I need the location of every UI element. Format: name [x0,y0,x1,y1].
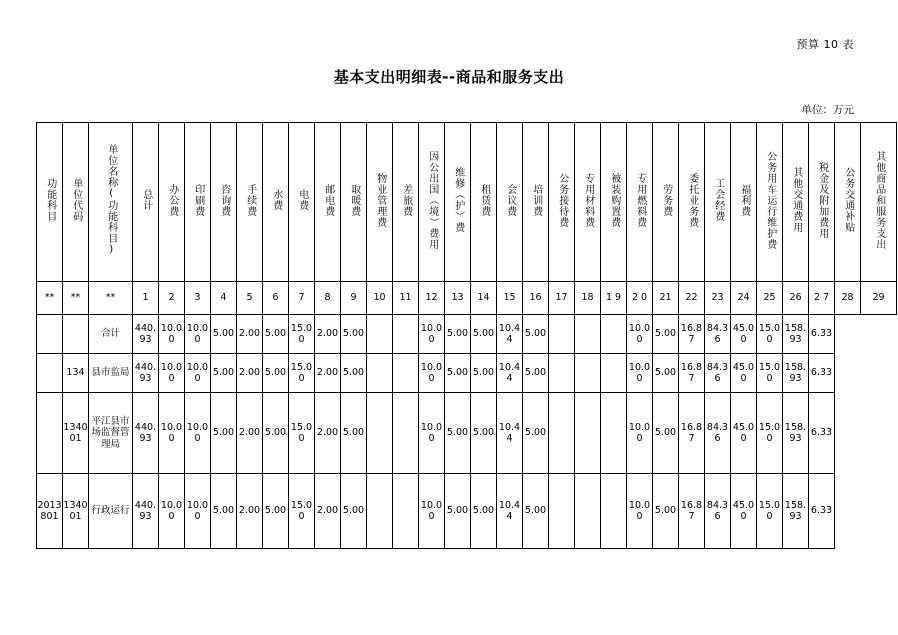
header-cell [783,123,809,282]
header-cell [341,123,367,282]
cell-value: 10.44 [497,354,523,393]
cell-value: 15.00 [289,315,315,354]
table-row [37,354,897,393]
cell-value: 440.93 [133,393,159,474]
header-label: 因公出国（境）费用 [426,150,438,250]
cell-value: 158.93 [783,315,809,354]
cell-value: 10.00 [159,393,185,474]
column-number: 2 0 [627,282,653,315]
column-number: 4 [211,282,237,315]
header-cell [575,123,601,282]
cell-unit-code [63,315,89,354]
cell-value: 10.00 [627,393,653,474]
expenditure-table-container [36,122,885,549]
cell-value [601,393,627,474]
header-label: 单位代码 [70,178,82,223]
cell-value: 5.00 [653,354,679,393]
cell-value: 15.00 [757,474,783,549]
cell-functional-code [37,393,63,474]
cell-value: 5.00 [471,393,497,474]
cell-value: 6.33 [809,393,835,474]
header-label: 劳务费 [660,183,672,217]
header-cell [809,123,835,282]
column-number: 2 7 [809,282,835,315]
cell-value: 5.00 [211,315,237,354]
header-label: 总计 [140,189,152,212]
cell-value [393,474,419,549]
cell-value: 45.00 [731,315,757,354]
cell-value: 16.87 [679,354,705,393]
cell-unit-name: 合计 [89,315,133,354]
cell-value: 2.00 [315,315,341,354]
header-cell [133,123,159,282]
column-number: ** [37,282,63,315]
cell-functional-code: 2013801 [37,474,63,549]
cell-value: 45.00 [731,354,757,393]
column-number: 25 [757,282,783,315]
cell-unit-code: 134001 [63,474,89,549]
cell-value: 84.36 [705,354,731,393]
page-title: 基本支出明细表--商品和服务支出 [333,68,565,86]
header-label: 税金及附加费用 [816,161,828,239]
cell-functional-code [37,315,63,354]
column-number: 14 [471,282,497,315]
cell-value: 440.93 [133,474,159,549]
cell-value: 15.00 [289,474,315,549]
header-label: 专用燃料费 [634,172,646,228]
cell-unit-name: 县市监局 [89,354,133,393]
header-cell [89,123,133,282]
cell-value [575,474,601,549]
header-label: 电费 [296,189,308,212]
header-label: 其他交通费用 [790,167,802,234]
cell-functional-code [37,354,63,393]
cell-value: 84.36 [705,474,731,549]
cell-value: 10.00 [185,354,211,393]
cell-value: 5.00 [211,354,237,393]
cell-value: 5.00 [523,315,549,354]
header-label: 咨询费 [218,183,230,217]
header-label: 水费 [270,189,282,212]
header-cell [159,123,185,282]
cell-value [367,354,393,393]
cell-unit-code: 134001 [63,393,89,474]
header-label: 维修（护）费 [452,167,464,234]
column-number: 24 [731,282,757,315]
header-label: 租赁费 [478,183,490,217]
cell-value [575,315,601,354]
column-number: 1 9 [601,282,627,315]
cell-value: 5.00 [445,315,471,354]
column-number: 3 [185,282,211,315]
cell-value [601,354,627,393]
cell-value: 10.00 [185,393,211,474]
column-number: 2 [159,282,185,315]
column-number: 22 [679,282,705,315]
column-number: 10 [367,282,393,315]
cell-value: 15.00 [757,315,783,354]
cell-value: 5.00 [341,474,367,549]
cell-value [549,354,575,393]
table-row [37,474,897,549]
header-cell [289,123,315,282]
cell-value: 6.33 [809,315,835,354]
cell-value: 2.00 [237,393,263,474]
table-header-row [37,123,897,282]
header-cell [731,123,757,282]
header-cell [601,123,627,282]
cell-value: 5.00 [211,393,237,474]
column-number: 13 [445,282,471,315]
cell-value: 15.00 [289,354,315,393]
column-number: ** [63,282,89,315]
header-label: 物业管理费 [374,172,386,228]
cell-value: 5.00 [211,474,237,549]
header-cell [419,123,445,282]
header-label: 委托业务费 [686,172,698,228]
header-label: 公务用车运行维护费 [764,150,776,250]
column-number: 26 [783,282,809,315]
cell-value: 10.00 [159,474,185,549]
cell-value: 84.36 [705,315,731,354]
cell-value: 5.00 [523,393,549,474]
header-label: 单位名称(功能科目) [105,144,117,257]
cell-value [367,474,393,549]
cell-value: 16.87 [679,393,705,474]
cell-value [393,354,419,393]
cell-value: 2.00 [237,474,263,549]
cell-value: 2.00 [315,474,341,549]
column-number: 23 [705,282,731,315]
header-label: 公务交通补贴 [842,167,854,234]
cell-value: 5.00 [341,354,367,393]
header-cell [471,123,497,282]
column-number: 17 [549,282,575,315]
cell-value: 10.44 [497,474,523,549]
header-label: 取暖费 [348,183,360,217]
cell-value [367,315,393,354]
header-label: 邮电费 [322,183,334,217]
cell-value [575,393,601,474]
cell-value [601,474,627,549]
cell-value: 10.00 [627,315,653,354]
column-number: 12 [419,282,445,315]
header-label: 其他商品和服务支出 [873,150,885,250]
cell-value: 2.00 [237,315,263,354]
header-label: 办公费 [166,183,178,217]
column-number: 6 [263,282,289,315]
header-cell [757,123,783,282]
cell-value: 5.00 [523,474,549,549]
header-label: 工会经费 [712,178,724,223]
cell-value: 5.00 [445,354,471,393]
table-column-number-row [37,282,897,315]
cell-value: 5.00 [341,393,367,474]
cell-value: 15.00 [757,393,783,474]
cell-value [601,315,627,354]
header-label: 福利费 [738,183,750,217]
cell-value: 440.93 [133,315,159,354]
column-number: 9 [341,282,367,315]
cell-value: 10.00 [185,474,211,549]
header-cell [835,123,861,282]
cell-value: 5.00 [445,393,471,474]
cell-value: 10.00 [185,315,211,354]
column-number: 18 [575,282,601,315]
cell-value: 5.00 [263,315,289,354]
cell-value: 10.00 [419,393,445,474]
header-cell [861,123,897,282]
header-cell [237,123,263,282]
cell-value: 158.93 [783,354,809,393]
cell-value: 158.93 [783,393,809,474]
cell-value: 10.00 [159,354,185,393]
cell-value [367,393,393,474]
cell-value: 16.87 [679,315,705,354]
cell-value: 5.00 [263,393,289,474]
cell-value [549,315,575,354]
cell-value: 10.44 [497,393,523,474]
header-label: 差旅费 [400,183,412,217]
header-cell [63,123,89,282]
table-row [37,315,897,354]
header-label: 专用材料费 [582,172,594,228]
cell-value: 16.87 [679,474,705,549]
column-number: 21 [653,282,679,315]
header-label: 培训费 [530,183,542,217]
column-number: 16 [523,282,549,315]
header-cell [627,123,653,282]
cell-value: 440.93 [133,354,159,393]
column-number: 8 [315,282,341,315]
cell-value: 5.00 [471,354,497,393]
cell-value: 10.00 [627,354,653,393]
header-cell [367,123,393,282]
cell-value: 10.44 [497,315,523,354]
cell-value [549,474,575,549]
expenditure-table [36,122,897,549]
cell-value: 5.00 [523,354,549,393]
cell-value: 5.00 [471,315,497,354]
column-number: 5 [237,282,263,315]
cell-value: 15.00 [757,354,783,393]
cell-value: 10.00 [419,474,445,549]
cell-value: 5.00 [653,315,679,354]
header-cell [315,123,341,282]
cell-value [549,393,575,474]
header-cell [497,123,523,282]
cell-value: 5.00 [653,393,679,474]
cell-value: 10.00 [627,474,653,549]
cell-value: 158.93 [783,474,809,549]
column-number: 29 [861,282,897,315]
cell-value: 10.00 [419,354,445,393]
cell-value: 45.00 [731,474,757,549]
cell-value: 5.00 [341,315,367,354]
cell-value: 5.00 [263,474,289,549]
header-cell [705,123,731,282]
header-cell [185,123,211,282]
header-cell [549,123,575,282]
cell-unit-name: 行政运行 [89,474,133,549]
cell-value: 5.00 [471,474,497,549]
cell-value: 5.00 [445,474,471,549]
header-label: 被装购置费 [608,172,620,228]
header-label: 手续费 [244,183,256,217]
budget-form-tag: 预算 10 表 [796,38,854,51]
column-number: ** [89,282,133,315]
header-cell [211,123,237,282]
column-number: 15 [497,282,523,315]
cell-value: 45.00 [731,393,757,474]
cell-unit-name: 平江县市场监督管理局 [89,393,133,474]
cell-value: 84.36 [705,393,731,474]
cell-value: 5.00 [263,354,289,393]
header-cell [37,123,63,282]
header-label: 印刷费 [192,183,204,217]
column-number: 28 [835,282,861,315]
cell-value: 2.00 [315,354,341,393]
cell-value [393,315,419,354]
column-number: 7 [289,282,315,315]
cell-value [575,354,601,393]
header-label: 功能科目 [44,178,56,223]
column-number: 1 [133,282,159,315]
cell-value: 10.00 [419,315,445,354]
unit-note: 单位：万元 [801,104,854,116]
column-number: 11 [393,282,419,315]
cell-value: 15.00 [289,393,315,474]
cell-value: 6.33 [809,354,835,393]
cell-unit-code: 134 [63,354,89,393]
cell-value [393,393,419,474]
cell-value: 5.00 [653,474,679,549]
header-cell [393,123,419,282]
table-row [37,393,897,474]
header-label: 公务接待费 [556,172,568,228]
header-cell [523,123,549,282]
header-cell [679,123,705,282]
header-label: 会议费 [504,183,516,217]
cell-value: 2.00 [237,354,263,393]
cell-value: 2.00 [315,393,341,474]
header-cell [263,123,289,282]
cell-value: 10.00 [159,315,185,354]
cell-value: 6.33 [809,474,835,549]
header-cell [653,123,679,282]
header-cell [445,123,471,282]
